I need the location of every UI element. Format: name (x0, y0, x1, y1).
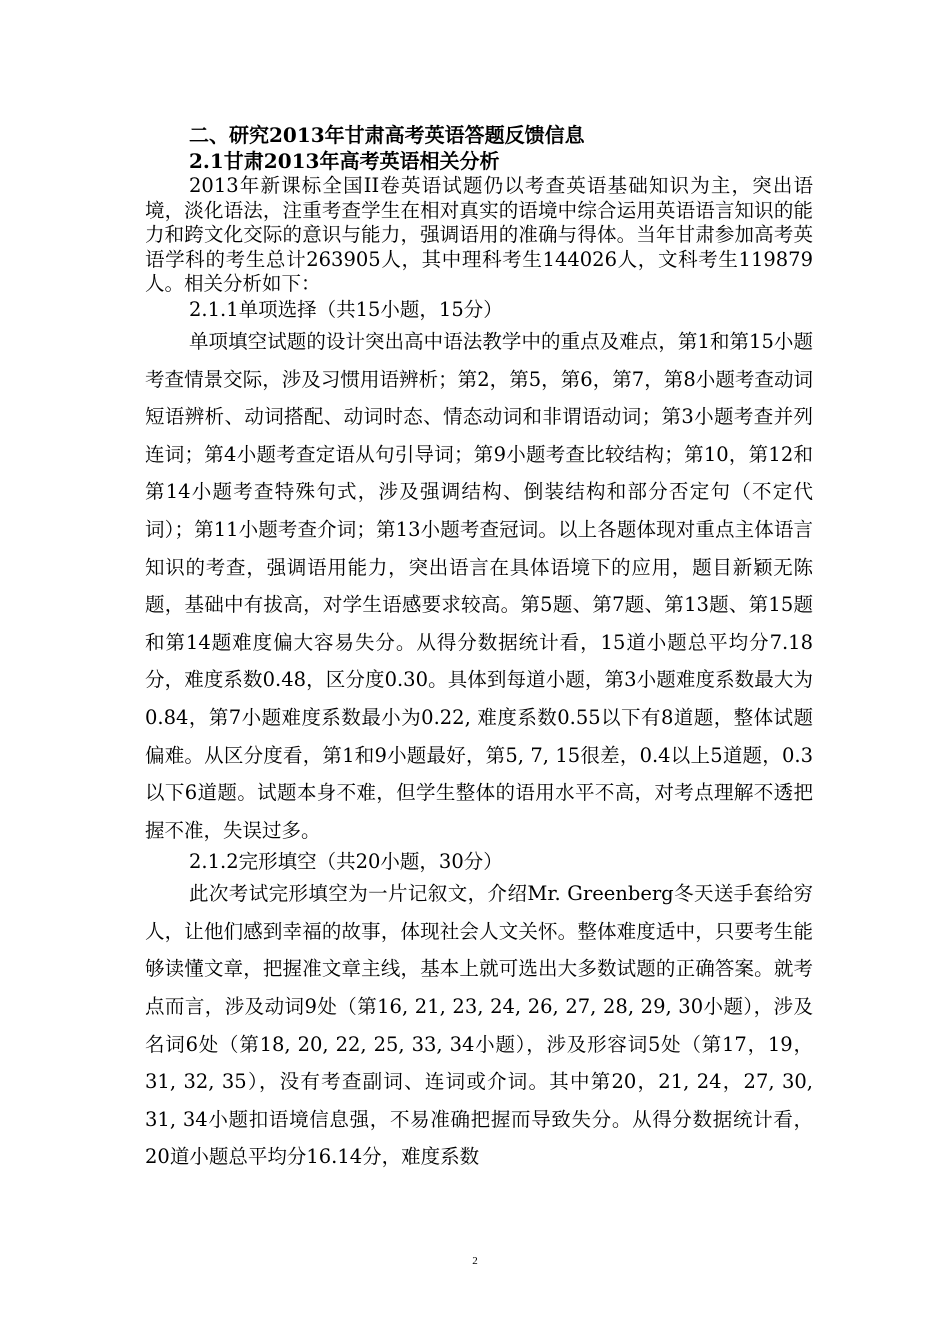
document-body (145, 122, 813, 1176)
part1-heading: 2.1.1单项选择（共15小题，15分） (189, 297, 503, 321)
part2-heading: 2.1.2完形填空（共20小题，30分） (189, 850, 503, 874)
subsection-title: 2.1甘肃2013年高考英语相关分析 (189, 149, 500, 173)
intro-paragraph: 2013年新课标全国II卷英语试题仍以考查英语基础知识为主，突出语境，淡化语法，注重考查学生在相对真实的语境中综合运用英语语言知识的能力和跨文化交际的意识与能力，强调语用的准确与得体。当年甘肃参加高考英语学科的考生总计263905人，其中理科考生144026人，文科考生119879人。相关分析如下： (145, 174, 813, 296)
part1-paragraph: 单项填空试题的设计突出高中语法教学中的重点及难点，第1和第15小题考查情景交际，涉及习惯用语辨析；第2，第5，第6，第7，第8小题考查动词短语辨析、动词搭配、动词时态、情态动词和非谓语动词；第3小题考查并列连词；第4小题考查定语从句引导词；第9小题考查比较结构；第10，第12和第14小题考查特殊句式，涉及强调结构、倒装结构和部分否定句（不定代词）；第11小题考查介词；第13小题考查冠词。以上各题体现对重点主体语言知识的考查，强调语用能力，突出语言在具体语境下的应用，题目新颖无陈题，基础中有拔高，对学生语感要求较高。第5题、第7题、第13题、第15题和第14题难度偏大容易失分。从得分数据统计看，15道小题总平均分7.18分，难度系数0.48，区分度0.30。具体到每道小题，第3小题难度系数最大为0.84，第7小题难度系数最小为0.22, 难度系数0.55以下有8道题，整体试题偏难。从区分度看，第1和9小题最好，第5, 7, 15很差，0.4以上5道题，0.3以下6道题。试题本身不难，但学生整体的语用水平不高，对考点理解不透把握不准，失误过多。 (145, 329, 813, 842)
section-title: 二、研究2013年甘肃高考英语答题反馈信息 (189, 123, 585, 147)
page-number: 2 (472, 1255, 478, 1267)
part2-paragraph: 此次考试完形填空为一片记叙文，介绍Mr. Greenberg冬天送手套给穷人，让他们感到幸福的故事，体现社会人文关怀。整体难度适中，只要考生能够读懂文章，把握准文章主线，基本上就可选出大多数试题的正确答案。就考点而言，涉及动词9处（第16, 21, 23, 24, 26, 27, 28, 29, 30小题），涉及名词6处（第18, 20, 22, 25, 33, 34小题），涉及形容词5处（第17，19，31, 32, 35），没有考查副词、连词或介词。其中第20，21, 24，27, 30, 31, 34小题扣语境信息强，不易准确把握而导致失分。从得分数据统计看，20道小题总平均分16.14分，难度系数 (145, 882, 813, 1169)
